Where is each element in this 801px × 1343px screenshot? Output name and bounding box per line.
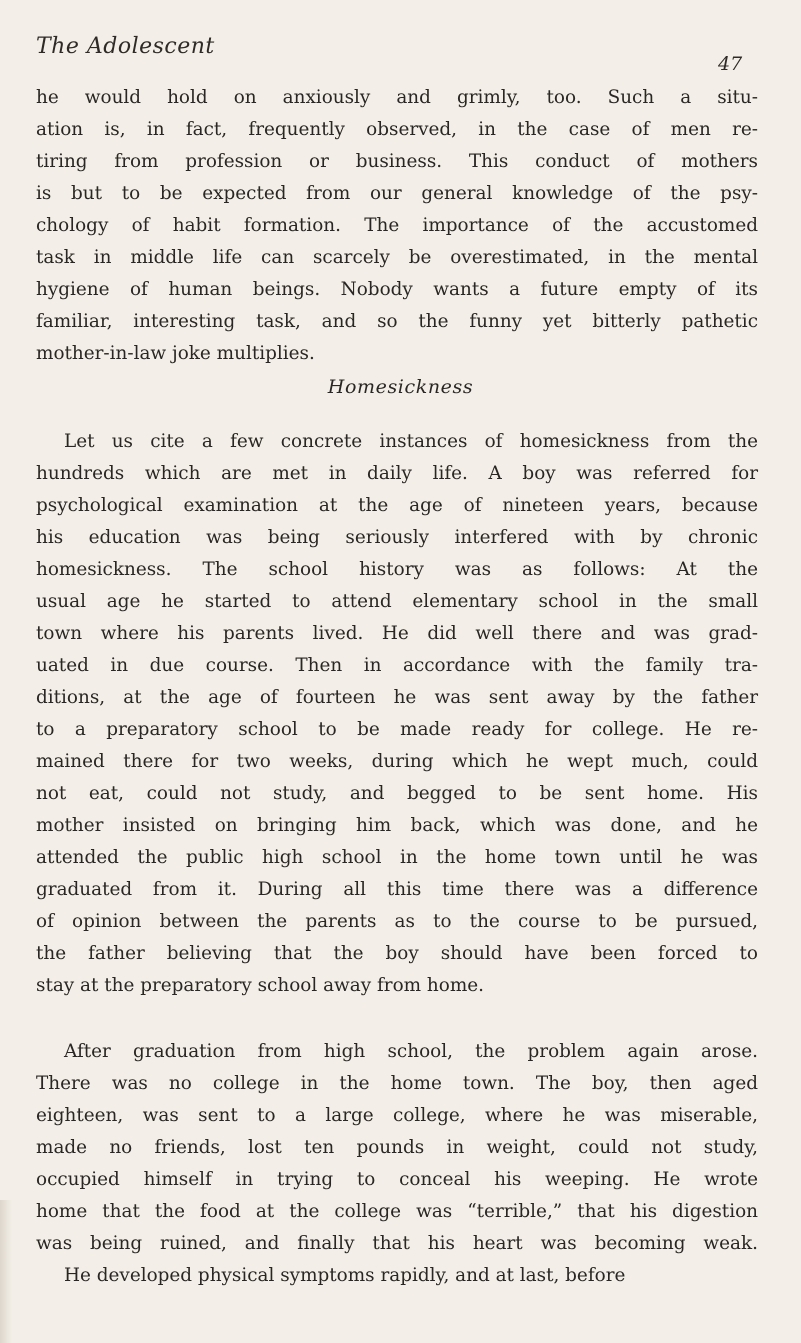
text-line: of opinion between the parents as to the course to be pursued, [36, 911, 758, 932]
section-heading: Homesickness [327, 376, 474, 398]
text-line: ditions, at the age of fourteen he was sent away by the father [36, 687, 758, 708]
text-line: home that the food at the college was “terrible,” that his digestion [36, 1201, 758, 1222]
text-line: made no friends, lost ten pounds in weight, could not study, [36, 1137, 758, 1158]
text-line: There was no college in the home town. The boy, then aged [36, 1073, 758, 1094]
text-line: not eat, could not study, and begged to be sent home. His [36, 783, 758, 804]
text-line: chology of habit formation. The importance of the accustomed [36, 215, 758, 236]
page-gutter-shadow [0, 1200, 12, 1343]
text-line: mother-in-law joke multiplies. [36, 343, 315, 364]
text-line: homesickness. The school history was as follows: At the [36, 559, 758, 580]
text-line: eighteen, was sent to a large college, where he was miserable, [36, 1105, 758, 1126]
text-line: hundreds which are met in daily life. A boy was referred for [36, 463, 758, 484]
paragraph-college [36, 1036, 758, 1292]
text-line: psychological examination at the age of nineteen years, because [36, 495, 758, 516]
text-line: familiar, interesting task, and so the funny yet bitterly pathetic [36, 311, 758, 332]
text-line: to a preparatory school to be made ready for college. He re- [36, 719, 758, 740]
text-line: tiring from profession or business. This conduct of mothers [36, 151, 758, 172]
text-line: usual age he started to attend elementary school in the small [36, 591, 758, 612]
text-line: was being ruined, and finally that his heart was becoming weak. [36, 1233, 758, 1254]
text-line: town where his parents lived. He did well there and was grad- [36, 623, 758, 644]
paragraph-homesickness [36, 426, 758, 1002]
text-line: task in middle life can scarcely be overestimated, in the mental [36, 247, 758, 268]
text-line: occupied himself in trying to conceal his weeping. He wrote [36, 1169, 758, 1190]
text-line: he would hold on anxiously and grimly, too. Such a situ- [36, 87, 758, 108]
text-line: is but to be expected from our general knowledge of the psy- [36, 183, 758, 204]
page-number: 47 [718, 53, 743, 75]
text-line: uated in due course. Then in accordance with the family tra- [36, 655, 758, 676]
text-line: stay at the preparatory school away from home. [36, 975, 485, 996]
text-line: mother insisted on bringing him back, which was done, and he [36, 815, 758, 836]
paragraph-continued [36, 82, 758, 370]
text-line: He developed physical symptoms rapidly, and at last, before [64, 1265, 626, 1286]
text-line: Let us cite a few concrete instances of homesickness from the [64, 431, 758, 452]
text-line: After graduation from high school, the problem again arose. [64, 1041, 758, 1062]
text-line: hygiene of human beings. Nobody wants a future empty of its [36, 279, 758, 300]
text-line: his education was being seriously interfered with by chronic [36, 527, 758, 548]
text-line: attended the public high school in the home town until he was [36, 847, 758, 868]
running-head: The Adolescent [36, 34, 215, 59]
text-line: the father believing that the boy should have been forced to [36, 943, 758, 964]
text-line: graduated from it. During all this time there was a difference [36, 879, 758, 900]
text-line: mained there for two weeks, during which he wept much, could [36, 751, 758, 772]
text-line: ation is, in fact, frequently observed, in the case of men re- [36, 119, 758, 140]
